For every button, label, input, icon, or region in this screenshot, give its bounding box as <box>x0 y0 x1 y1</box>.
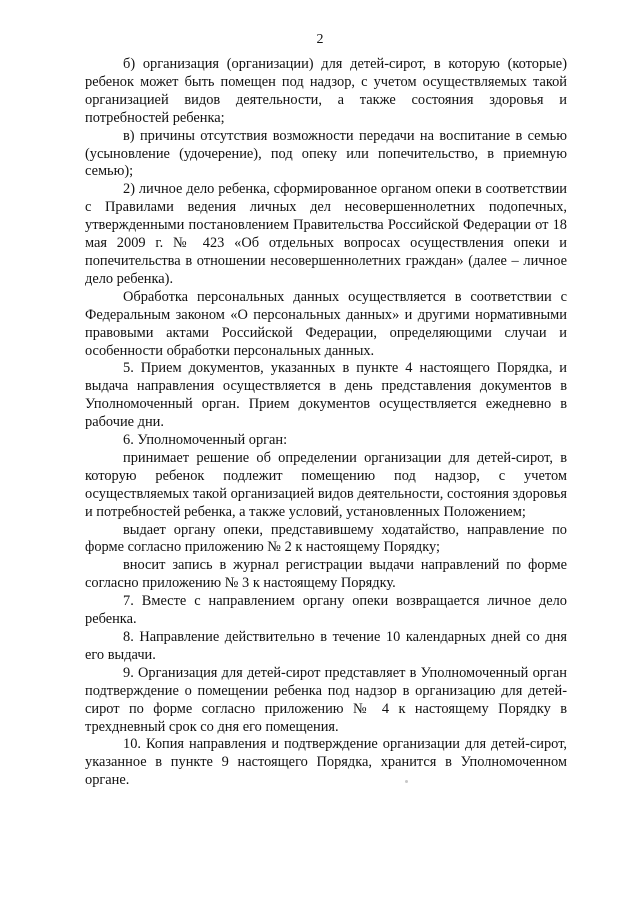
paragraph-6-journal-entry: вносит запись в журнал регистрации выдачи направлений по форме согласно приложению № 3 к настоящему Порядку. <box>85 557 567 592</box>
scan-speck <box>405 780 408 783</box>
paragraph-2-personal-file: 2) личное дело ребенка, сформированное органом опеки в соответствии с Правилами ведения личных дел несовершеннолетних подопечных, утвержденными постановлением Правительства Российской Федерации от 18 мая 2009 г. № 423 «Об отдельных вопросах осуществления опеки и попечительства в отношении несовершеннолетних граждан» (далее – личное дело ребенка). <box>85 181 567 287</box>
paragraph-6-issues-referral: выдает органу опеки, представившему ходатайство, направление по форме согласно приложению № 2 к настоящему Порядку; <box>85 521 567 556</box>
paragraph-6-authorized-body: 6. Уполномоченный орган: <box>123 432 288 449</box>
paragraph-10-storage: 10. Копия направления и подтверждение организации для детей-сирот, указанное в пункте 9 настоящего Порядка, хранится в Уполномоченном органе. <box>85 736 567 789</box>
paragraph-personal-data: Обработка персональных данных осуществляется в соответствии с Федеральным законом «О персональных данных» и другими нормативными правовыми актами Российской Федерации, определяющими случаи и особенности обработки персональных данных. <box>85 288 567 359</box>
paragraph-9-confirmation: 9. Организация для детей-сирот представляет в Уполномоченный орган подтверждение о помещении ребенка под надзор в организацию для детей-сирот по форме согласно приложению № 4 к настоящему Порядку в трехдневный срок со дня его помещения. <box>85 664 567 735</box>
paragraph-v-reasons: в) причины отсутствия возможности передачи на воспитание в семью (усыновление (удочерение), под опеку или попечительство, в приемную семью); <box>85 127 567 180</box>
paragraph-b-organization: б) организация (организации) для детей-сирот, в которую (которые) ребенок может быть помещен под надзор, с учетом осуществляемых такой организацией видов деятельности, а также состояния здоровья и потребностей ребенка; <box>85 56 567 126</box>
page-number: 2 <box>316 32 324 47</box>
paragraph-6-decision: принимает решение об определении организации для детей-сирот, в которую ребенок подлежит помещению под надзор, с учетом осуществляемых такой организацией видов деятельности, состояния здоровья и потребностей ребенка, а также условий, установленных Положением; <box>85 449 567 520</box>
paragraph-8-validity: 8. Направление действительно в течение 10 календарных дней со дня его выдачи. <box>85 629 567 663</box>
document-body <box>85 56 567 790</box>
paragraph-5-document-intake: 5. Прием документов, указанных в пункте 4 настоящего Порядка, и выдача направления осуществляется в день представления документов в Уполномоченный орган. Прием документов осуществляется ежедневно в рабочие дни. <box>85 360 567 431</box>
paragraph-7-return-file: 7. Вместе с направлением органу опеки возвращается личное дело ребенка. <box>85 593 567 628</box>
